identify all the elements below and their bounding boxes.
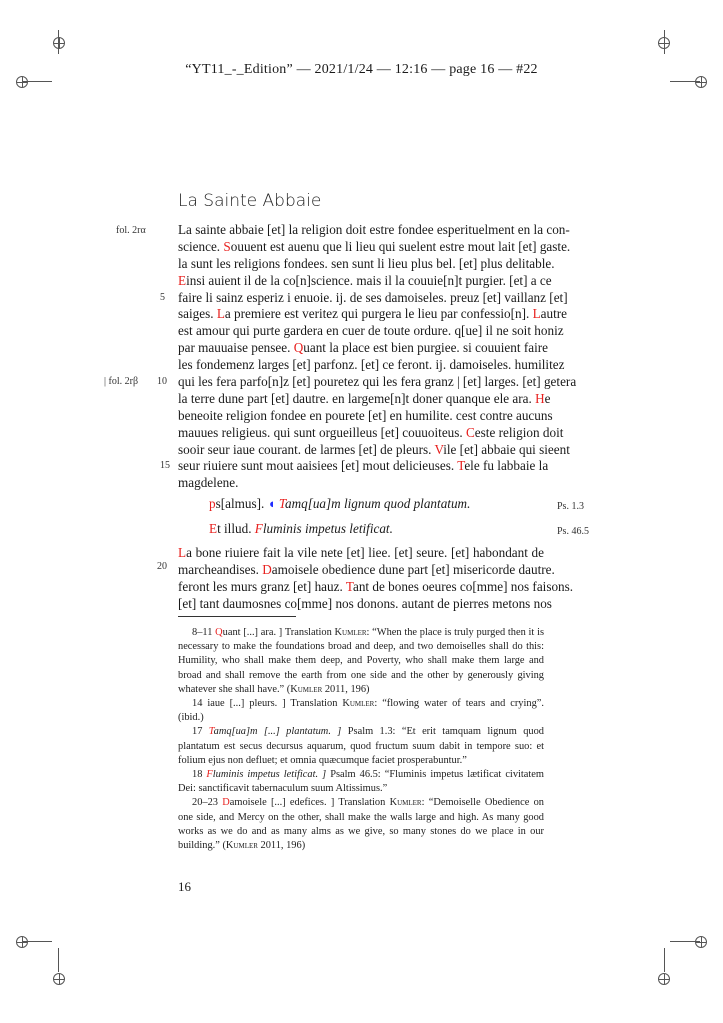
- text-line: [178, 407, 553, 425]
- rubric-initial: D: [262, 561, 272, 577]
- line-text: magdelene.: [178, 475, 239, 491]
- footnote-text: Translation: [285, 698, 343, 710]
- rubric-initial: T: [208, 726, 214, 738]
- footnote-line-ref: 17: [192, 726, 209, 738]
- footnote-lemma: [215, 627, 282, 638]
- line-text: ant de bones oeures co[mme] nos faisons.: [352, 578, 574, 594]
- text-line: [178, 390, 551, 408]
- line-text: par mauuaise pensee.: [178, 340, 294, 356]
- rubric-initial: L: [178, 545, 187, 560]
- line-text: feront les murs granz [et] hauz.: [178, 578, 346, 594]
- text-line: [178, 306, 568, 323]
- line-text: ele fu labbaie la: [464, 458, 549, 474]
- line-text: faire li sainz esperiz i enuoie. ij. de ses damoiseles. preuz [et] vaillanz [et]: [178, 289, 568, 305]
- citation-author: Kumler: [225, 840, 258, 852]
- line-text: mauues religieus. qui sunt orgueilleus [et] couuoiteus.: [178, 424, 466, 440]
- rubric-initial: L: [532, 306, 541, 322]
- line-text: uant la place est bien purgiee. si couuient faire: [303, 340, 548, 356]
- running-head: “YT11_-_Edition” — 2021/1/24 — 12:16 — page 16 — #22: [185, 62, 538, 77]
- line-text: la terre dune part [et] dautre. en largeme[n]t doner quanque ele ara.: [178, 390, 536, 406]
- text-line: [178, 545, 544, 562]
- footnote-line-ref: 20–23: [192, 797, 223, 809]
- line-text: ile [et] abbaie qui sieent: [443, 441, 570, 457]
- pilcrow-icon: ◖: [267, 496, 276, 511]
- quote-latin: amq[ua]m lignum quod plantatum.: [285, 496, 471, 511]
- edition-text-continued: [178, 545, 574, 613]
- footnote-text: : “When the place is truly purged then it is necessary to make the foundations broad and deep, and two demoiselles shall do this: Humility, who shall make them deep, and Poverty, who shall make them large and broad and shall remove the earth from one side and the other by generously giving whatever she shall have.” (: [178, 627, 545, 695]
- footnote-text: Translation: [282, 627, 335, 638]
- citation: 2011, 196): [257, 840, 306, 852]
- text-line: [178, 441, 570, 459]
- lemma-text: amoisele [...] edefices. ]: [229, 797, 335, 809]
- rubric-initial: S: [223, 238, 231, 254]
- line-text: a premiere est veritez qui purgera le lieu par confessio[n].: [224, 306, 533, 322]
- footnote-line-ref: 14: [192, 698, 208, 710]
- line-text: a bone riuiere fait la vile nete [et] liee. [et] seure. [et] habondant de: [186, 545, 544, 560]
- lemma-text: amq[ua]m [...] plantatum. ]: [213, 726, 342, 738]
- rubric-initial: Q: [215, 627, 223, 638]
- footnote-text: : “Demoiselle Obedience on one side, and Mercy on the other, shall make the walls large and high. As many good works as we do and as many alms as we give, so many stones do we place in our building.” (: [178, 797, 545, 852]
- line-text: la sunt les religions fondees. sen sunt li lieu plus bel. [et] plus delitable.: [178, 255, 555, 271]
- footnote: [178, 768, 544, 796]
- rubric-initial: T: [345, 578, 353, 594]
- footnote-line-ref: 18: [192, 769, 207, 781]
- line-text: ouuent est auenu que li lieu qui suelent estre mout lait [et] gaste.: [230, 238, 571, 254]
- line-text: saiges.: [178, 306, 217, 322]
- line-text: les fondemenz larges [et] parfonz. [et] ce feront. ij. damoiseles. humilitez: [178, 357, 565, 373]
- footnote-text: Translation: [334, 797, 390, 809]
- footnote-line-ref: 8–11: [192, 627, 216, 638]
- footnote: [178, 697, 544, 725]
- quote-text: s[almus].: [215, 496, 268, 511]
- text-line: [178, 323, 564, 340]
- text-line: [178, 238, 571, 256]
- folio-marker: fol. 2rα: [116, 225, 146, 236]
- footnote-lemma: [222, 797, 334, 808]
- lemma-text: uant [...] ara. ]: [222, 627, 283, 638]
- text-line: [178, 222, 570, 239]
- footnote: [178, 796, 544, 853]
- rubric-initial: H: [535, 390, 545, 406]
- rubric-initial: L: [216, 306, 225, 322]
- line-text: seur riuiere sunt mout aaisiees [et] mout delicieuses.: [178, 458, 458, 474]
- line-text: marcheandises.: [178, 561, 263, 577]
- line-text: est amour qui purte gardera en cuer de toute ordure. q[ue] il ne soit honiz: [178, 323, 564, 339]
- line-number: 20: [157, 561, 167, 572]
- footnote-lemma: [207, 698, 285, 709]
- author-name: Kumler: [342, 698, 375, 710]
- line-text: [et] tant daumosnes co[mme] nos donons. autant de pierres metons nos: [178, 595, 552, 611]
- text-line: [178, 475, 544, 492]
- footnote-lemma: [209, 726, 342, 737]
- rubric-initial: Q: [293, 340, 304, 356]
- line-text: beneoite religion fondee en pourete [et] en humilite. cest contre aucuns: [178, 407, 553, 423]
- rubric-initial: V: [434, 441, 444, 457]
- rubric-initial: F: [206, 769, 213, 781]
- line-text: amoisele obedience dune part [et] misericorde dautre.: [271, 561, 555, 577]
- page-number: 16: [178, 879, 191, 894]
- text-line: [178, 340, 548, 357]
- text-line: [178, 357, 565, 374]
- footnote-rule: [178, 616, 296, 617]
- line-text: qui les fera parfo[n]z [et] pouretez qui les fera granz | [et] larges. [et] getera: [178, 374, 577, 390]
- line-text: La sainte abbaie [et] la religion doit estre fondee esperituelment en la con-: [178, 222, 570, 237]
- line-number: 5: [160, 292, 165, 303]
- edition-text: [178, 222, 577, 492]
- rubric-initial: D: [222, 797, 230, 809]
- rubric-initial: F: [254, 521, 263, 536]
- text-line: [178, 289, 568, 307]
- folio-marker: | fol. 2rβ: [104, 376, 139, 387]
- text-line: [178, 424, 564, 442]
- text-line: [178, 374, 577, 391]
- line-number: 15: [160, 460, 170, 471]
- scripture-reference: Ps. 1.3: [557, 501, 584, 512]
- line-text: insi auient il de la co[n]science. mais il la couuie[n]t purgier. [et] a ce: [186, 272, 552, 288]
- text-line: [178, 578, 574, 596]
- psalm-quote: [209, 521, 393, 537]
- footnote-text: : “flowing water of tears and crying”. (ibid.): [178, 698, 544, 724]
- footnote-text: Psalm 1.3: “Et erit tamquam lignum quod plantatum est secus decursus aquarum, quod fructum suum dabit in tempore suo: et folium ejus non defluet; et omnia quæcumque faciet prosperabuntur.”: [178, 726, 544, 766]
- line-text: science.: [178, 238, 224, 254]
- rubric-initial: C: [466, 424, 475, 440]
- lemma-text: iaue [...] pleurs. ]: [207, 698, 286, 710]
- rubric-initial: p: [209, 496, 216, 511]
- lemma-text: luminis impetus letificat. ]: [212, 769, 327, 781]
- citation-author: Kumler: [290, 683, 323, 695]
- author-name: Kumler: [334, 627, 367, 638]
- text-line: [178, 561, 555, 579]
- section-title: La Sainte Abbaie: [178, 191, 322, 211]
- line-text: este religion doit: [474, 424, 564, 440]
- footnote-lemma: [206, 769, 326, 780]
- scripture-reference: Ps. 46.5: [557, 526, 589, 537]
- rubric-initial: T: [457, 458, 465, 474]
- psalm-quote: [209, 496, 470, 512]
- citation: 2011, 196): [322, 683, 370, 695]
- text-line: [178, 458, 549, 475]
- text-line: [178, 272, 552, 290]
- footnote-text: Psalm 46.5: “Fluminis impetus lætificat civitatem Dei: sanctificavit tabernaculum suum Altissimus.”: [178, 769, 544, 795]
- footnotes: [178, 626, 544, 853]
- rubric-initial: E: [178, 272, 187, 288]
- quote-latin: luminis impetus letificat.: [262, 521, 393, 536]
- text-line: [178, 595, 552, 613]
- footnote: [178, 626, 544, 697]
- rubric-initial: E: [209, 521, 218, 536]
- line-text: sooir seur iaue courant. de larmes [et] de pleurs.: [178, 441, 435, 457]
- line-text: autre: [540, 306, 568, 322]
- rubric-initial: T: [278, 496, 285, 511]
- line-number: 10: [157, 376, 167, 387]
- quote-text: t illud.: [217, 521, 255, 536]
- author-name: Kumler: [389, 797, 422, 809]
- footnote: [178, 725, 544, 768]
- line-text: e: [544, 390, 551, 406]
- text-line: [178, 255, 555, 273]
